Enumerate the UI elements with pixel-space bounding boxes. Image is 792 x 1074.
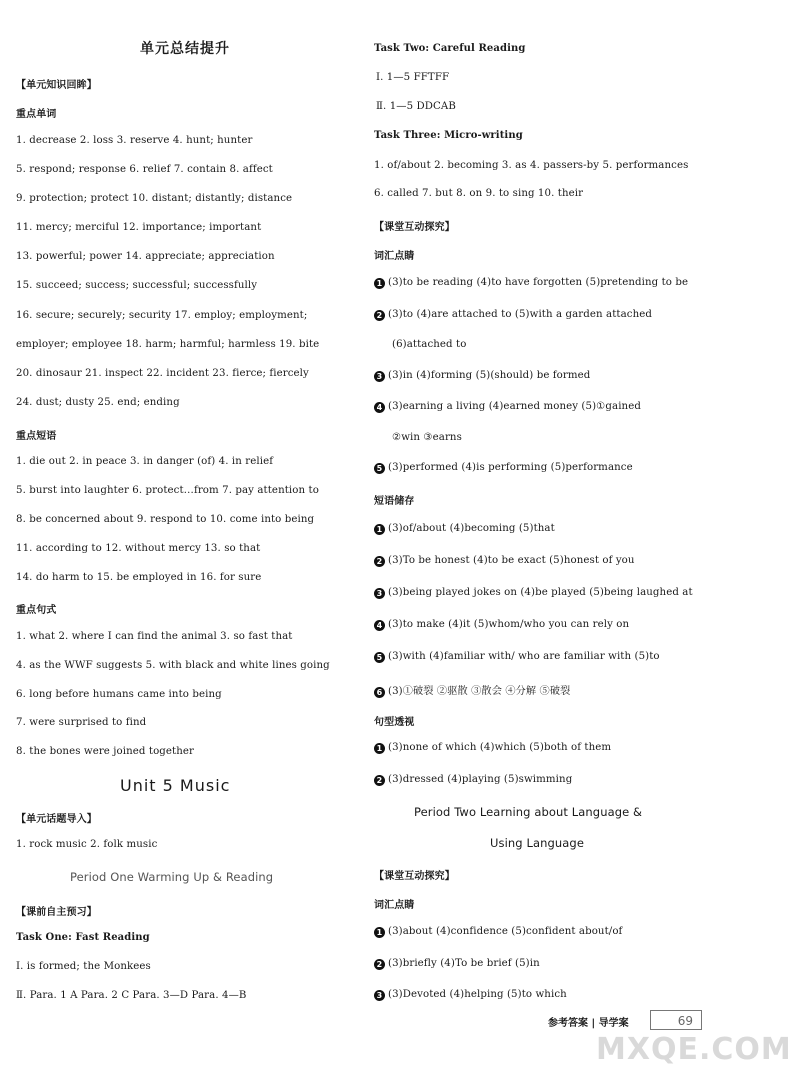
answer-item: 2 (3)briefly (4)To be brief (5)in [374,958,540,970]
preview-header: 【课前自主预习】 [16,907,97,918]
number-badge: 2 [374,310,385,321]
number-badge: 1 [374,278,385,289]
answer-item: 2 (3)dressed (4)playing (5)swimming [374,774,572,786]
number-badge: 1 [374,927,385,938]
answer-item: 2 (3)to (4)are attached to (5)with a garden attached [374,309,652,321]
watermark: MXQE.COM [596,1032,792,1067]
answer-item: 6 (3)①破裂 ②驱散 ③散会 ④分解 ⑤破裂 [374,682,570,698]
period-two-title: Period Two Learning about Language & [414,805,643,819]
task-three-line: 1. of/about 2. becoming 3. as 4. passers-by 5. performances [374,160,689,171]
task-one-line: Ⅰ. is formed; the Monkees [16,961,151,972]
vocab-line: 20. dinosaur 21. inspect 22. incident 23. fierce; fiercely [16,368,309,379]
number-badge: 2 [374,959,385,970]
answer-item: 5 (3)with (4)familiar with/ who are familiar with (5)to [374,651,660,663]
vocab-line: 16. secure; securely; security 17. employ; employment; [16,310,308,321]
phrase-line: 14. do harm to 15. be employed in 16. for sure [16,572,262,583]
phrase-line: 1. die out 2. in peace 3. in danger (of) 4. in relief [16,456,274,467]
answer-item: ②win ③earns [392,432,462,443]
number-badge: 2 [374,775,385,786]
number-badge: 4 [374,620,385,631]
phrase-line: 8. be concerned about 9. respond to 10. come into being [16,514,315,525]
task-three-title: Task Three: Micro-writing [374,130,523,141]
review-header: 【单元知识回眸】 [16,80,97,91]
answer-item: 4 (3)to make (4)it (5)whom/who you can rely on [374,619,629,631]
number-badge: 5 [374,652,385,663]
answer-item: 4 (3)earning a living (4)earned money (5)①gained [374,401,641,413]
answer-item: 2 (3)To be honest (4)to be exact (5)honest of you [374,555,635,567]
period-two-title-cont: Using Language [490,836,585,850]
topic-header: 【单元话题导入】 [16,814,97,825]
sentence-header: 重点句式 [16,605,57,616]
task-two-line: Ⅰ. 1—5 FFTFF [376,72,450,83]
task-two-title: Task Two: Careful Reading [374,43,526,54]
page-number: 69 [650,1010,702,1030]
task-two-line: Ⅱ. 1—5 DDCAB [376,101,456,112]
task-one-line: Ⅱ. Para. 1 A Para. 2 C Para. 3—D Para. 4—B [16,990,247,1001]
answer-item: 1 (3)of/about (4)becoming (5)that [374,523,555,535]
answer-item: 5 (3)performed (4)is performing (5)performance [374,462,633,474]
answer-item: 1 (3)about (4)confidence (5)confident about/of [374,926,622,938]
phrase-line: 11. according to 12. without mercy 13. so that [16,543,261,554]
answer-item: 1 (3)none of which (4)which (5)both of them [374,742,611,754]
task-one-title: Task One: Fast Reading [16,932,150,943]
vocab-focus-header: 词汇点睛 [374,251,415,262]
answer-item: (6)attached to [392,339,467,350]
answer-item: 3 (3)Devoted (4)helping (5)to which [374,989,567,1001]
vocab-line: 5. respond; response 6. relief 7. contain 8. affect [16,164,273,175]
phrase-store-header: 短语储存 [374,496,415,507]
pattern-header: 句型透视 [374,717,415,728]
task-three-line: 6. called 7. but 8. on 9. to sing 10. their [374,188,584,199]
sentence-line: 4. as the WWF suggests 5. with black and white lines going [16,660,330,671]
number-badge: 2 [374,556,385,567]
vocab-line: 1. decrease 2. loss 3. reserve 4. hunt; hunter [16,135,253,146]
vocab-line: 24. dust; dusty 25. end; ending [16,397,180,408]
sentence-line: 8. the bones were joined together [16,746,195,757]
number-badge: 3 [374,588,385,599]
phrase-header: 重点短语 [16,431,57,442]
vocab-line: 11. mercy; merciful 12. importance; important [16,222,262,233]
footer-label: 参考答案 | 导学案 [548,1018,629,1029]
period-one-title: Period One Warming Up & Reading [70,870,274,884]
answer-item: 3 (3)in (4)forming (5)(should) be formed [374,370,590,382]
number-badge: 3 [374,990,385,1001]
sentence-line: 1. what 2. where I can find the animal 3. so fast that [16,631,293,642]
number-badge: 1 [374,743,385,754]
phrase-line: 5. burst into laughter 6. protect…from 7. pay attention to [16,485,319,496]
answer-item: 3 (3)being played jokes on (4)be played (5)being laughed at [374,587,693,599]
number-badge: 5 [374,463,385,474]
vocab-focus-header-2: 词汇点睛 [374,900,415,911]
number-badge: 6 [374,687,385,698]
number-badge: 1 [374,524,385,535]
section-title: 单元总结提升 [140,41,230,57]
vocab-line: 9. protection; protect 10. distant; distantly; distance [16,193,293,204]
vocab-line: employer; employee 18. harm; harmful; harmless 19. bite [16,339,320,350]
explore-header: 【课堂互动探究】 [374,222,455,233]
number-badge: 4 [374,402,385,413]
vocab-header: 重点单词 [16,109,57,120]
unit-title: Unit 5 Music [120,776,231,795]
sentence-line: 7. were surprised to find [16,717,147,728]
answer-item: 1 (3)to be reading (4)to have forgotten (5)pretending to be [374,277,688,289]
vocab-line: 13. powerful; power 14. appreciate; appreciation [16,251,275,262]
vocab-line: 15. succeed; success; successful; successfully [16,280,258,291]
explore-header-2: 【课堂互动探究】 [374,871,455,882]
sentence-line: 6. long before humans came into being [16,689,222,700]
number-badge: 3 [374,371,385,382]
topic-line: 1. rock music 2. folk music [16,839,158,850]
